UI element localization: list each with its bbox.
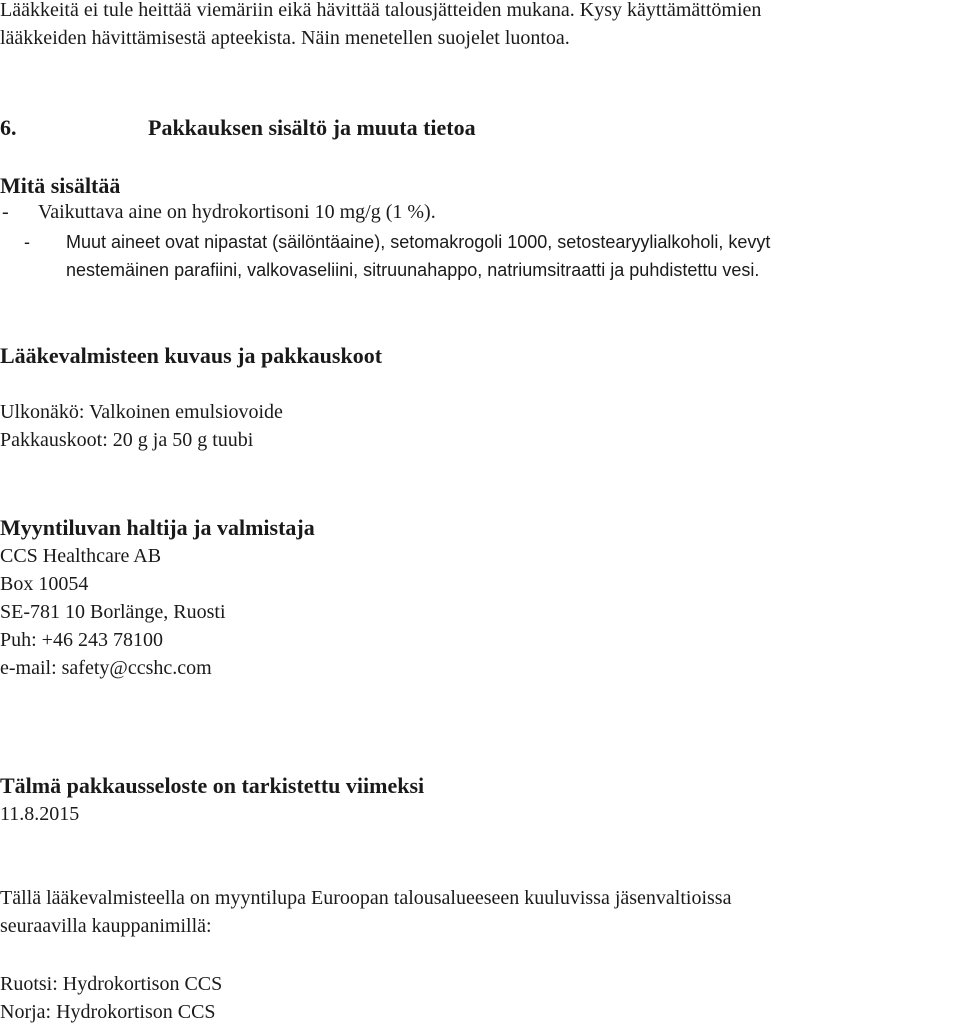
trade-name-norway: Norja: Hydrokortison CCS xyxy=(0,1001,216,1023)
other-ingredients-line-1: Muut aineet ovat nipastat (säilöntäaine), setomakrogoli 1000, setostearyylialkoholi, kevyt xyxy=(66,232,771,252)
bullet-marker: - xyxy=(2,201,9,223)
active-ingredient: Vaikuttava aine on hydrokortisoni 10 mg/g (1 %). xyxy=(38,201,436,223)
revision-date: 11.8.2015 xyxy=(0,803,80,825)
description-heading: Lääkevalmisteen kuvaus ja pakkauskoot xyxy=(0,343,383,368)
bullet-marker: - xyxy=(24,232,30,252)
holder-box: Box 10054 xyxy=(0,573,89,595)
appearance: Ulkonäkö: Valkoinen emulsiovoide xyxy=(0,401,283,423)
holder-company: CCS Healthcare AB xyxy=(0,545,162,567)
section-title: Pakkauksen sisältö ja muuta tietoa xyxy=(148,115,476,140)
holder-heading: Myyntiluvan haltija ja valmistaja xyxy=(0,515,315,540)
disposal-line-1: Lääkkeitä ei tule heittää viemäriin eikä hävittää talousjätteiden mukana. Kysy käyttämättömien xyxy=(0,0,762,21)
pack-sizes: Pakkauskoot: 20 g ja 50 g tuubi xyxy=(0,429,254,451)
section-heading xyxy=(0,114,476,142)
authorization-line-1: Tällä lääkevalmisteella on myyntilupa Euroopan talousalueeseen kuuluvissa jäsenvaltioissa xyxy=(0,887,732,909)
trade-name-sweden: Ruotsi: Hydrokortison CCS xyxy=(0,973,223,995)
holder-phone: Puh: +46 243 78100 xyxy=(0,629,163,651)
section-number: 6. xyxy=(0,115,17,140)
disposal-line-2: lääkkeiden hävittämisestä apteekista. Näin menetellen suojelet luontoa. xyxy=(0,27,570,49)
contents-heading: Mitä sisältää xyxy=(0,173,121,198)
holder-city: SE-781 10 Borlänge, Ruosti xyxy=(0,601,226,623)
revision-heading: Tälmä pakkausseloste on tarkistettu viimeksi xyxy=(0,773,425,798)
other-ingredients-line-2: nestemäinen parafiini, valkovaseliini, sitruunahappo, natriumsitraatti ja puhdistettu vesi. xyxy=(66,260,760,280)
holder-email[interactable]: e-mail: safety@ccshc.com xyxy=(0,657,212,679)
authorization-line-2: seuraavilla kauppanimillä: xyxy=(0,915,212,937)
